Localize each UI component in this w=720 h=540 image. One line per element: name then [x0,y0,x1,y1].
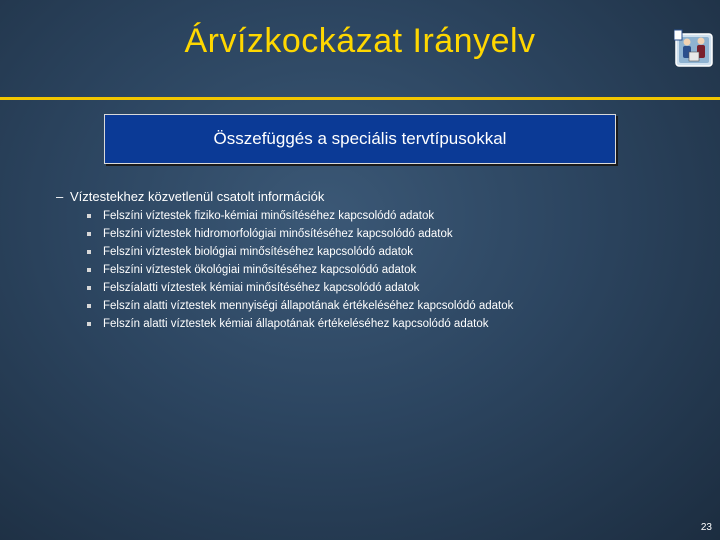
square-bullet-icon [87,286,91,290]
dash-marker: – [56,189,64,204]
list-item-text: Felszíni víztestek ökológiai minősítéséhez kapcsolódó adatok [103,264,417,276]
page-number: 23 [700,522,712,533]
square-bullet-icon [87,304,91,308]
list-item-text: Felszíalatti víztestek kémiai minősítéséhez kapcsolódó adatok [103,282,420,294]
title-divider [0,97,720,100]
list-item-text: Felszín alatti víztestek mennyiségi állapotának értékeléséhez kapcsolódó adatok [103,300,514,312]
slide-title: Árvízkockázat Irányelv [184,22,536,60]
section-banner [104,114,616,164]
list-item-text: Felszíni víztestek hidromorfológiai minősítéséhez kapcsolódó adatok [103,228,453,240]
square-bullet-icon [87,322,91,326]
list-item [86,243,513,261]
list-item [86,315,513,333]
main-bullet [56,189,324,204]
square-bullet-icon [87,250,91,254]
list-item [86,261,513,279]
square-bullet-icon [87,214,91,218]
square-bullet-icon [87,268,91,272]
list-item-text: Felszín alatti víztestek kémiai állapotának értékeléséhez kapcsolódó adatok [103,318,489,330]
main-bullet-text: Víztestekhez közvetlenül csatolt információk [70,189,325,204]
banner-text: Összefüggés a speciális tervtípusokkal [213,129,507,148]
list-item-text: Felszíni víztestek biológiai minősítéséhez kapcsolódó adatok [103,246,414,258]
list-item [86,225,513,243]
square-bullet-icon [87,232,91,236]
clip-art-figures-icon [674,26,714,70]
list-item [86,279,513,297]
sub-bullet-list [86,207,513,333]
list-item-text: Felszíni víztestek fiziko-kémiai minősítéséhez kapcsolódó adatok [103,210,435,222]
list-item [86,297,513,315]
list-item [86,207,513,225]
